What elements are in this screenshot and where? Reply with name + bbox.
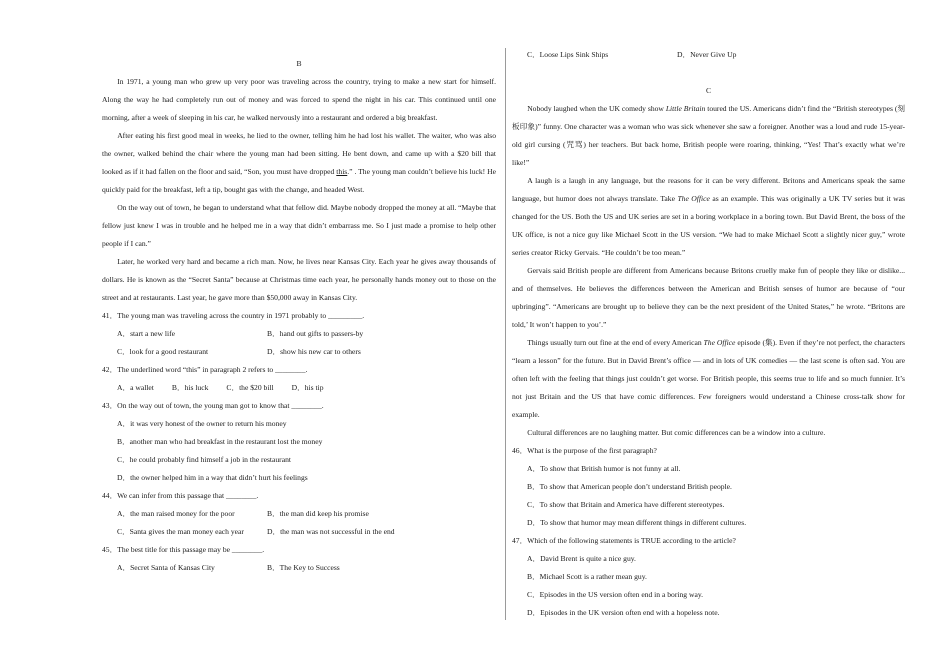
question-43: 43．On the way out of town, the young man got to know that ________. xyxy=(102,401,324,410)
option-43-c: C．he could probably find himself a job in the restaurant xyxy=(117,455,291,464)
option-43-d: D．the owner helped him in a way that didn’t hurt his feelings xyxy=(117,473,308,482)
show-title: Little Britain xyxy=(665,104,706,113)
show-title: The Office xyxy=(703,338,736,347)
question-44: 44．We can infer from this passage that ________. xyxy=(102,491,259,500)
option-46-c: C．To show that Britain and America have different stereotypes. xyxy=(527,500,725,509)
option-46-b: B．To show that American people don’t understand British people. xyxy=(527,482,732,491)
option-44-a: A．the man raised money for the poor xyxy=(117,509,235,518)
option-47-a: A．David Brent is quite a nice guy. xyxy=(527,554,636,563)
option-47-d: D．Episodes in the UK version often end with a hopeless note. xyxy=(527,608,720,617)
underlined-word: this xyxy=(336,167,348,176)
option-44-d: D．the man was not successful in the end xyxy=(267,527,395,536)
question-47: 47．Which of the following statements is TRUE according to the article? xyxy=(512,536,736,545)
passage-c-paragraph-2: A laugh is a laugh in any language, but the reasons for it can be very different. Britons and Americans speak the same language, but humor does not always translate. Take The Office as an example. This was originally a UK TV series but it was changed for the US. Both the US and UK series are set in a boring workplace in a boring town. But David Brent, the boss of the UK office, is not a nice guy like Michael Scott in the US version. “We had to make Michael Scott a slightly nicer guy,” wrote series creator Ricky Gervais. “He couldn’t be too mean.” xyxy=(512,176,905,257)
option-45-d: D．Never Give Up xyxy=(677,50,737,59)
option-43-a: A．it was very honest of the owner to return his money xyxy=(117,419,287,428)
right-column xyxy=(512,46,905,622)
option-42-a: A．a wallet xyxy=(117,383,154,392)
passage-c-paragraph-3: Gervais said British people are different from Americans because Britons cruelly make fun of people they like or dislike... and of themselves. He believes the differences between the American and British senses of humor are because of “our upbringing”. “Americans are brought up to believe they can be the next president of the United States,” he wrote. “Britons are told,’ It won’t happen to you’.” xyxy=(512,266,905,329)
option-46-d: D．To show that humor may mean different things in different cultures. xyxy=(527,518,747,527)
section-b-heading: B xyxy=(296,59,302,68)
passage-b-paragraph-2: After eating his first good meal in weeks, he lied to the owner, telling him he had lost his wallet. The waiter, who was also the owner, walked behind the chair where the young man had been sitting. He bent down, and came up with a $20 bill that looked as if it had fallen on the floor and said, “Son, you must have dropped this.” . The young man couldn’t believe his luck! He quickly paid for the breakfast, left a tip, bought gas with the change, and headed West. xyxy=(102,131,496,194)
passage-c-paragraph-4: Things usually turn out fine at the end of every American The Office episode (集). Even if they’re not perfect, the characters “learn a lesson” for the future. But in David Brent’s office — and in lots of UK comedies — the last scene is often sad. You are often left with the feeling that things just couldn’t get worse. For British people, this seems true to life and so much funnier. It’s not just Britain and the US that have comic differences. Few foreigners would understand a Chinese cross-talk show for example. xyxy=(512,338,905,419)
passage-b-paragraph-4: Later, he worked very hard and became a rich man. Now, he lives near Kansas City. Each year he gives away thousands of dollars. He is known as the “Secret Santa” because at Christmas time each year, he personally hands money out to those on the street and at restaurants. Last year, he gave more than $50,000 away in Kansas City. xyxy=(102,257,496,302)
option-45-b: B．The Key to Success xyxy=(267,563,340,572)
passage-c-paragraph-1: Nobody laughed when the UK comedy show Little Britain toured the US. Americans didn’t find the “British stereotypes (刻板印象)” funny. One character was a woman who was sick whenever she saw a foreigner. Another was a loud and rude 15-year-old girl cursing (咒骂) her teachers. But back home, British people were roaring, thinking, “Yes! That’s exactly what we’re like!” xyxy=(512,104,905,167)
option-45-c: C．Loose Lips Sink Ships xyxy=(527,50,609,59)
section-c-heading: C xyxy=(705,86,712,95)
question-46: 46．What is the purpose of the first paragraph? xyxy=(512,446,657,455)
option-41-d: D．show his new car to others xyxy=(267,347,361,356)
passage-b-paragraph-3: On the way out of town, he began to understand what that fellow did. Maybe nobody dropped the money at all. “Maybe that fellow just knew I was in trouble and he helped me in a way that didn’t embarrass me. So I just made a promise to help other people if I can.” xyxy=(102,203,496,248)
option-41-b: B．hand out gifts to passers-by xyxy=(267,329,364,338)
option-44-c: C．Santa gives the man money each year xyxy=(117,527,244,536)
passage-c-paragraph-5: Cultural differences are no laughing matter. But comic differences can be a window into a culture. xyxy=(527,428,826,437)
left-column xyxy=(102,46,496,577)
option-41-c: C．look for a good restaurant xyxy=(117,347,209,356)
question-41: 41．The young man was traveling across the country in 1971 probably to _________. xyxy=(102,311,365,320)
question-42: 42．The underlined word “this” in paragraph 2 refers to ________. xyxy=(102,365,308,374)
column-divider xyxy=(505,48,506,620)
option-47-c: C．Episodes in the US version often end in a boring way. xyxy=(527,590,704,599)
question-45: 45．The best title for this passage may be ________. xyxy=(102,545,265,554)
option-41-a: A．start a new life xyxy=(117,329,175,338)
option-44-b: B．the man did keep his promise xyxy=(267,509,369,518)
option-46-a: A．To show that British humor is not funny at all. xyxy=(527,464,681,473)
option-42-c: C．the $20 bill xyxy=(226,383,274,392)
option-42-b: B．his luck xyxy=(171,383,209,392)
option-43-b: B．another man who had breakfast in the restaurant lost the money xyxy=(117,437,323,446)
passage-b-paragraph-1: In 1971, a young man who grew up very poor was traveling across the country, trying to make a new start for himself. Along the way he had completely run out of money and was forced to spend the night in his car. This continued until one morning, after a week of sleeping in his car, he walked nervously into a restaurant and ordered a big breakfast. xyxy=(102,77,496,122)
show-title: The Office xyxy=(677,194,710,203)
option-45-a: A．Secret Santa of Kansas City xyxy=(117,563,215,572)
option-42-d: D．his tip xyxy=(291,383,324,392)
option-47-b: B．Michael Scott is a rather mean guy. xyxy=(527,572,647,581)
